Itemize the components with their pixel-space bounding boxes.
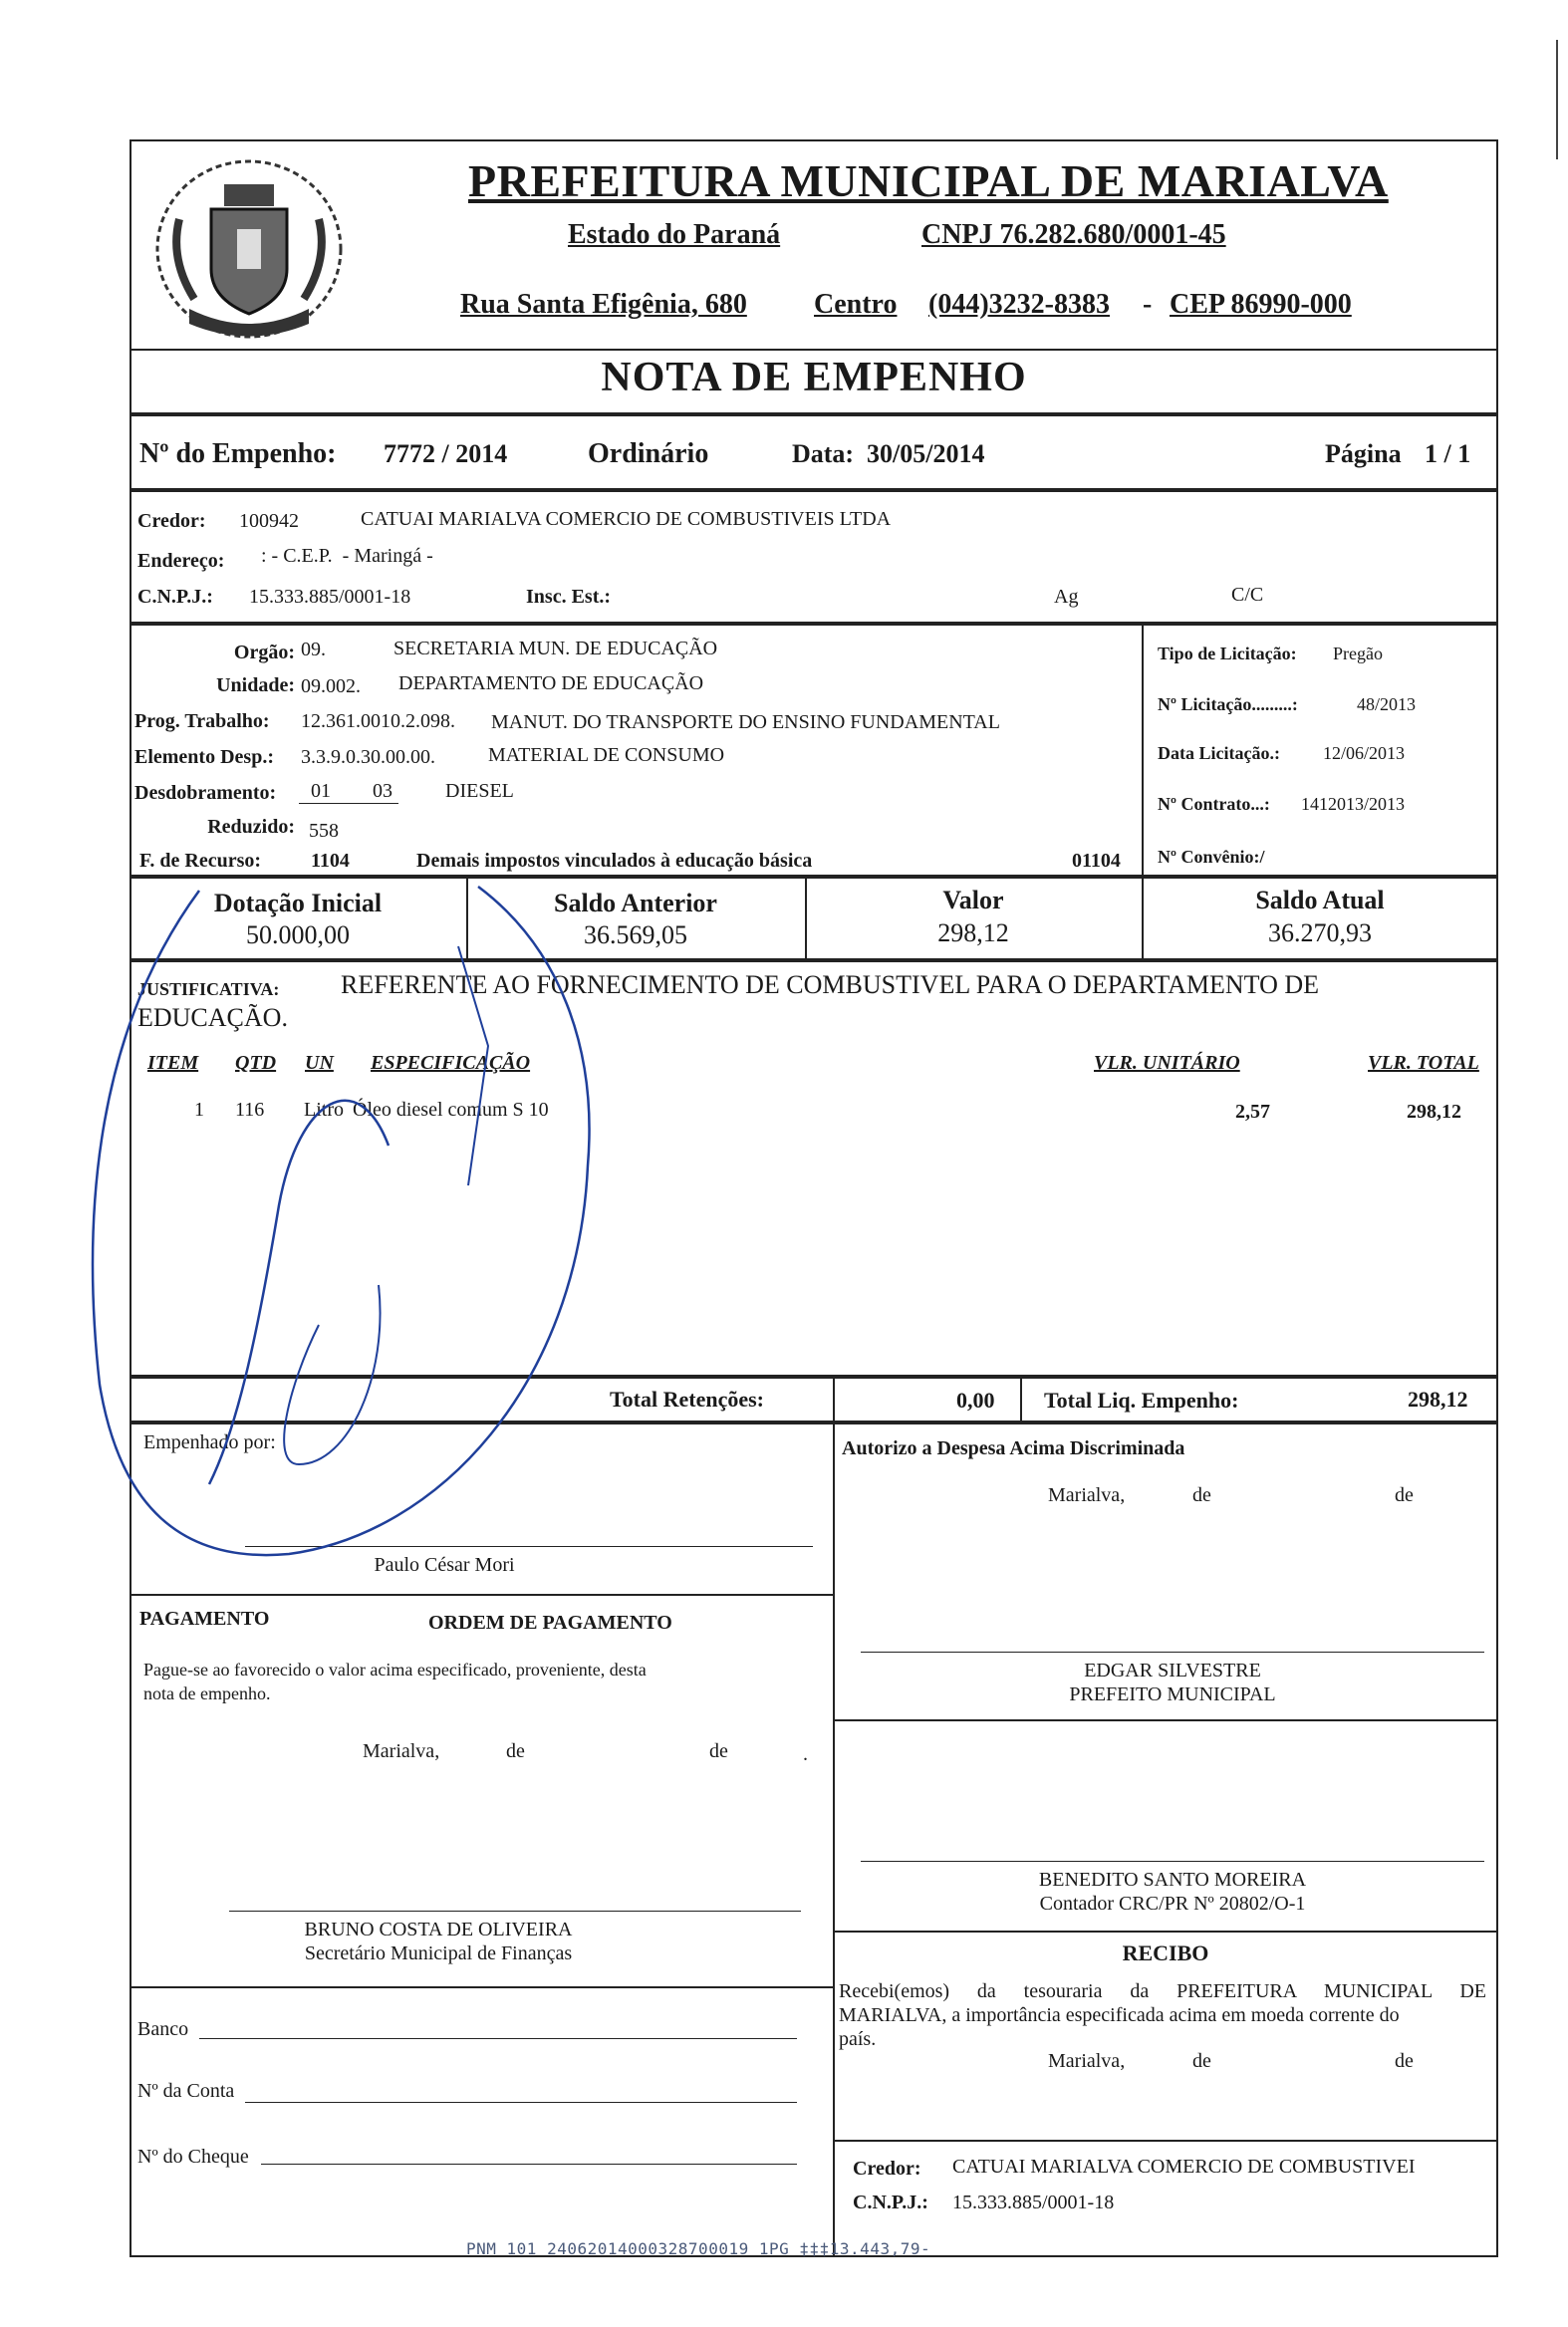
ordem-pagamento-title: ORDEM DE PAGAMENTO (428, 1612, 672, 1634)
autorizo-de1: de (1192, 1484, 1211, 1506)
recibo-credor-label: Credor: (853, 2158, 921, 2180)
endereco-value: : - C.E.P. - Maringá - (261, 545, 433, 567)
prog-label: Prog. Trabalho: (134, 710, 270, 732)
page-label: Página (1325, 439, 1402, 468)
credor-name: CATUAI MARIALVA COMERCIO DE COMBUSTIVEIS LTDA (361, 508, 892, 530)
retencoes-label: Total Retenções: (610, 1387, 764, 1412)
liquido-label: Total Liq. Empenho: (1044, 1388, 1239, 1413)
pagamento-text2: nota de empenho. (143, 1683, 271, 1703)
recibo-text1: Recebi(emos) da tesouraria da PREFEITURA MUNICIPAL DE (839, 1980, 1486, 2002)
pagamento-city: Marialva, (363, 1740, 440, 1762)
prog-code: 12.361.0010.2.098. (301, 710, 455, 732)
desdobramento-a: 01 (311, 780, 331, 802)
empenho-date: 30/05/2014 (867, 439, 985, 468)
justificativa-line1: REFERENTE AO FORNECIMENTO DE COMBUSTIVEL PARA O DEPARTAMENTO DE (341, 970, 1320, 999)
left-divider-banco (130, 1986, 833, 1988)
right-divider-recibo (833, 1931, 1498, 1933)
credor-cnpj-label: C.N.P.J.: (137, 586, 213, 608)
retencoes-value: 0,00 (956, 1388, 995, 1413)
saldo-anterior-label: Saldo Anterior (554, 889, 717, 917)
district: Centro (814, 289, 898, 320)
right-divider-prefeito (833, 1719, 1498, 1721)
justificativa-line2: EDUCAÇÃO. (137, 1003, 288, 1032)
dotacao-inicial-value: 50.000,00 (246, 920, 350, 949)
pagamento-text1: Pague-se ao favorecido o valor acima especificado, proveniente, desta (143, 1660, 647, 1680)
empenho-number: 7772 / 2014 (384, 439, 508, 468)
contador-name: BENEDITO SANTO MOREIRA (1038, 1869, 1307, 1891)
justificativa-label: JUSTIFICATIVA: (137, 979, 280, 999)
item-unit-value: 2,57 (1235, 1101, 1270, 1123)
lower-vertical-divider (833, 1422, 835, 2257)
recibo-text2: MARIALVA, a importância especificada acima em moeda corrente do (839, 2004, 1400, 2026)
recibo-text3: país. (839, 2028, 877, 2050)
conta-input-line[interactable] (245, 2102, 797, 2103)
credor-cnpj: 15.333.885/0001-18 (249, 586, 411, 608)
dotacao-inicial-label: Dotação Inicial (213, 889, 383, 917)
convenio-label: Nº Convênio:/ (1158, 847, 1265, 867)
tipo-licitacao-label: Tipo de Licitação: (1158, 644, 1297, 663)
prog-name: MANUT. DO TRANSPORTE DO ENSINO FUNDAMENTAL (491, 711, 1000, 733)
secretario-title: Secretário Municipal de Finanças (304, 1942, 573, 1964)
tipo-licitacao-value: Pregão (1333, 644, 1383, 663)
saldo-atual-value: 36.270,93 (1268, 918, 1372, 947)
orgao-label: Orgão: (233, 642, 295, 663)
authentication-code: PNM 101 24062014000328700019 1PG ‡‡‡13.443,79- (466, 2239, 931, 2258)
cheque-input-line[interactable] (261, 2164, 797, 2165)
empenho-type: Ordinário (588, 438, 709, 469)
unidade-code: 09.002. (301, 675, 361, 697)
conta-label: Nº da Conta (137, 2080, 235, 2102)
handwritten-signature (60, 867, 618, 1584)
item-number: 1 (194, 1099, 204, 1121)
insc-est-label: Insc. Est.: (526, 586, 612, 608)
ag-label: Ag (1054, 586, 1079, 608)
col-unit-header: VLR. UNITÁRIO (1094, 1052, 1240, 1074)
item-spec: Óleo diesel comum S 10 (353, 1099, 549, 1121)
pagamento-de2: de (709, 1740, 728, 1762)
recibo-credor-name: CATUAI MARIALVA COMERCIO DE COMBUSTIVEI (952, 2156, 1416, 2178)
reduzido-value: 558 (309, 820, 339, 842)
cnpj-header: CNPJ 76.282.680/0001-45 (921, 219, 1226, 250)
recibo-city: Marialva, (1048, 2050, 1126, 2072)
state-name: Estado do Paraná (568, 219, 781, 250)
elemento-label: Elemento Desp.: (134, 746, 274, 768)
col-un-header: UN (305, 1052, 334, 1074)
cheque-label: Nº do Cheque (137, 2146, 249, 2168)
num-licitacao-label: Nº Licitação.........: (1158, 694, 1298, 714)
recibo-credor-cnpj-label: C.N.P.J.: (853, 2192, 928, 2213)
coat-of-arms-icon (149, 149, 349, 349)
recibo-credor-cnpj: 15.333.885/0001-18 (952, 2192, 1115, 2213)
contador-signature-line (861, 1861, 1484, 1862)
credor-code: 100942 (239, 510, 299, 532)
num-licitacao-value: 48/2013 (1357, 694, 1417, 714)
fonte-ref: 01104 (1072, 850, 1121, 872)
data-licitacao-value: 12/06/2013 (1323, 743, 1406, 763)
banco-input-line[interactable] (199, 2038, 797, 2039)
contador-title: Contador CRC/PR Nº 20802/O-1 (1039, 1893, 1306, 1915)
valor-value: 298,12 (937, 918, 1009, 947)
empenhado-label: Empenhado por: (143, 1431, 276, 1453)
fonte-label: F. de Recurso: (139, 850, 262, 872)
scan-edge-mark (1556, 40, 1558, 159)
recibo-title: RECIBO (1122, 1940, 1209, 1965)
banco-label: Banco (137, 2018, 189, 2040)
pagamento-label: PAGAMENTO (139, 1608, 270, 1630)
empenho-date-label: Data: (792, 439, 855, 468)
col-qtd-header: QTD (235, 1052, 277, 1074)
liquido-value: 298,12 (1408, 1387, 1468, 1412)
data-licitacao-label: Data Licitação.: (1158, 743, 1280, 763)
pagamento-dot: . (803, 1743, 808, 1765)
totals-div-1 (833, 1377, 835, 1422)
contrato-value: 1412013/2013 (1301, 794, 1406, 814)
street-address: Rua Santa Efigênia, 680 (460, 289, 747, 320)
desdobramento-name: DIESEL (445, 780, 514, 802)
secretario-signature-line (229, 1911, 801, 1912)
elemento-code: 3.3.9.0.30.00.00. (301, 746, 435, 768)
item-un: Litro (304, 1099, 344, 1121)
autorizo-label: Autorizo a Despesa Acima Discriminada (842, 1437, 1185, 1459)
item-qtd: 116 (235, 1099, 265, 1121)
municipality-title: PREFEITURA MUNICIPAL DE MARIALVA (468, 155, 1389, 206)
autorizo-city: Marialva, (1048, 1484, 1126, 1506)
unidade-label: Unidade: (216, 674, 295, 696)
unidade-name: DEPARTAMENTO DE EDUCAÇÃO (398, 672, 704, 694)
desdobramento-b: 03 (373, 780, 392, 802)
contrato-label: Nº Contrato...: (1158, 794, 1270, 814)
saldo-anterior-value: 36.569,05 (584, 920, 687, 949)
desdobramento-label: Desdobramento: (134, 782, 277, 804)
pagamento-de1: de (506, 1740, 525, 1762)
prefeito-name: EDGAR SILVESTRE (1084, 1660, 1261, 1681)
desdobramento-underline (299, 803, 398, 804)
item-total-value: 298,12 (1407, 1101, 1461, 1123)
totals-div-2 (1020, 1377, 1022, 1422)
left-divider-pagamento (130, 1594, 833, 1596)
header-divider (130, 349, 1498, 351)
fonte-name: Demais impostos vinculados à educação básica (416, 850, 813, 872)
col-spec-header: ESPECIFICAÇÃO (371, 1052, 531, 1074)
col-item-header: ITEM (147, 1052, 199, 1074)
right-divider-credor (833, 2140, 1498, 2142)
saldo-atual-label: Saldo Atual (1255, 886, 1385, 914)
dotacao-divider (1142, 624, 1144, 877)
orgao-name: SECRETARIA MUN. DE EDUCAÇÃO (393, 638, 718, 659)
prefeito-title: PREFEITO MUNICIPAL (1069, 1683, 1276, 1705)
empenhado-name: Paulo César Mori (374, 1554, 515, 1576)
recibo-de1: de (1192, 2050, 1211, 2072)
page-value: 1 / 1 (1425, 439, 1471, 468)
fonte-code: 1104 (311, 850, 350, 872)
dash: - (1143, 289, 1153, 320)
prefeito-signature-line (861, 1652, 1484, 1653)
elemento-name: MATERIAL DE CONSUMO (488, 744, 725, 766)
phone: (044)3232-8383 (928, 289, 1110, 320)
reduzido-label: Reduzido: (207, 816, 295, 838)
cep: CEP 86990-000 (1170, 289, 1352, 320)
orgao-code: 09. (301, 639, 326, 660)
cc-label: C/C (1231, 584, 1264, 606)
credor-label: Credor: (137, 510, 206, 532)
doc-title: NOTA DE EMPENHO (601, 355, 1027, 400)
empenho-number-label: Nº do Empenho: (139, 438, 337, 469)
autorizo-de2: de (1395, 1484, 1414, 1506)
secretario-name: BRUNO COSTA DE OLIVEIRA (304, 1919, 573, 1940)
col-total-header: VLR. TOTAL (1368, 1052, 1479, 1074)
endereco-label: Endereço: (137, 550, 225, 572)
valor-label: Valor (942, 886, 1004, 914)
recibo-de2: de (1395, 2050, 1414, 2072)
